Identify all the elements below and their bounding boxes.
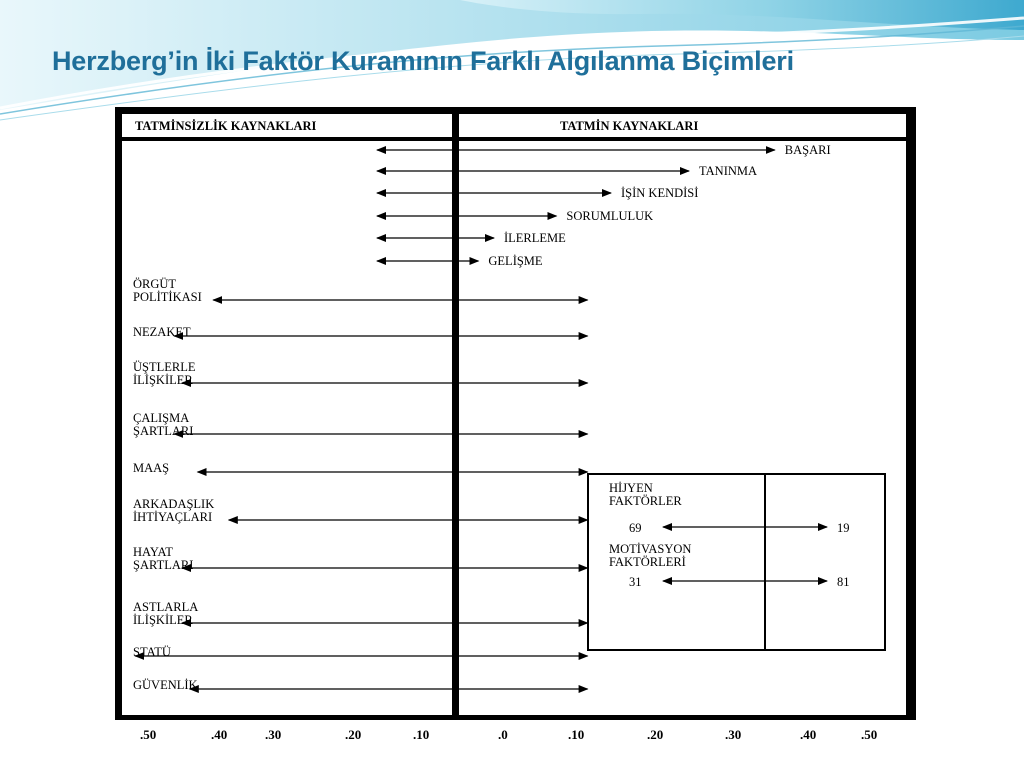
hygiene-label: GÜVENLİK [133,678,198,692]
legend-hygiene-label-1: HİJYEN [609,481,653,495]
hygiene-label: İLİŞKİLER [133,613,193,627]
motivator-label: TANINMA [699,164,758,178]
hygiene-label: HAYAT [133,545,173,559]
hygiene-label: İLİŞKİLER [133,373,193,387]
axis-tick-label: .50 [861,727,878,741]
axis-tick-label: .30 [265,727,282,741]
hygiene-label: ÖRGÜT [133,277,177,291]
motivator-label: İLERLEME [504,231,566,245]
hygiene-label: ÜŞTLERLE [133,360,196,374]
axis-tick-label: .40 [800,727,817,741]
hygiene-label: MAAŞ [133,461,170,475]
axis-tick-label: .10 [413,727,430,741]
axis-tick-label: .40 [211,727,228,741]
slide-title: Herzberg’in İki Faktör Kuramının Farklı Algılanma Biçimleri [52,46,794,76]
hygiene-label: ÇALIŞMA [133,411,190,425]
axis-tick-label: .0 [498,727,508,741]
hygiene-label: ŞARTLARI [133,424,194,438]
axis-tick-label: .20 [647,727,664,741]
legend-hygiene-left-value: 69 [629,521,642,535]
legend-hygiene-right-value: 19 [837,521,850,535]
left-header: TATMİNSİZLİK KAYNAKLARI [135,119,317,133]
herzberg-diagram [115,107,917,741]
hygiene-label: ARKADAŞLIK [133,497,215,511]
motivator-label: BAŞARI [784,143,831,157]
axis-tick-label: .10 [568,727,585,741]
axis-tick-label: .20 [345,727,362,741]
motivator-label: SORUMLULUK [566,209,654,223]
hygiene-label: İHTİYAÇLARI [133,510,213,524]
hygiene-label: NEZAKET [133,325,191,339]
legend-hygiene-label-2: FAKTÖRLER [609,494,682,508]
legend-motivation-left-value: 31 [629,575,642,589]
axis-tick-labels [140,727,877,741]
hygiene-label: POLİTİKASI [133,290,202,304]
hygiene-label: ASTLARLA [133,600,199,614]
axis-tick-label: .30 [725,727,742,741]
motivator-label: İŞİN KENDİSİ [621,186,699,200]
legend-box [588,474,885,650]
hygiene-label: ŞARTLARI [133,558,194,572]
legend-motivation-right-value: 81 [837,575,850,589]
legend-motivation-label-1: MOTİVASYON [609,542,692,556]
motivator-label: GELİŞME [488,254,543,268]
right-header: TATMİN KAYNAKLARI [560,119,699,133]
axis-tick-label: .50 [140,727,157,741]
legend-motivation-label-2: FAKTÖRLERİ [609,555,686,569]
hygiene-label: STATÜ [133,645,171,659]
